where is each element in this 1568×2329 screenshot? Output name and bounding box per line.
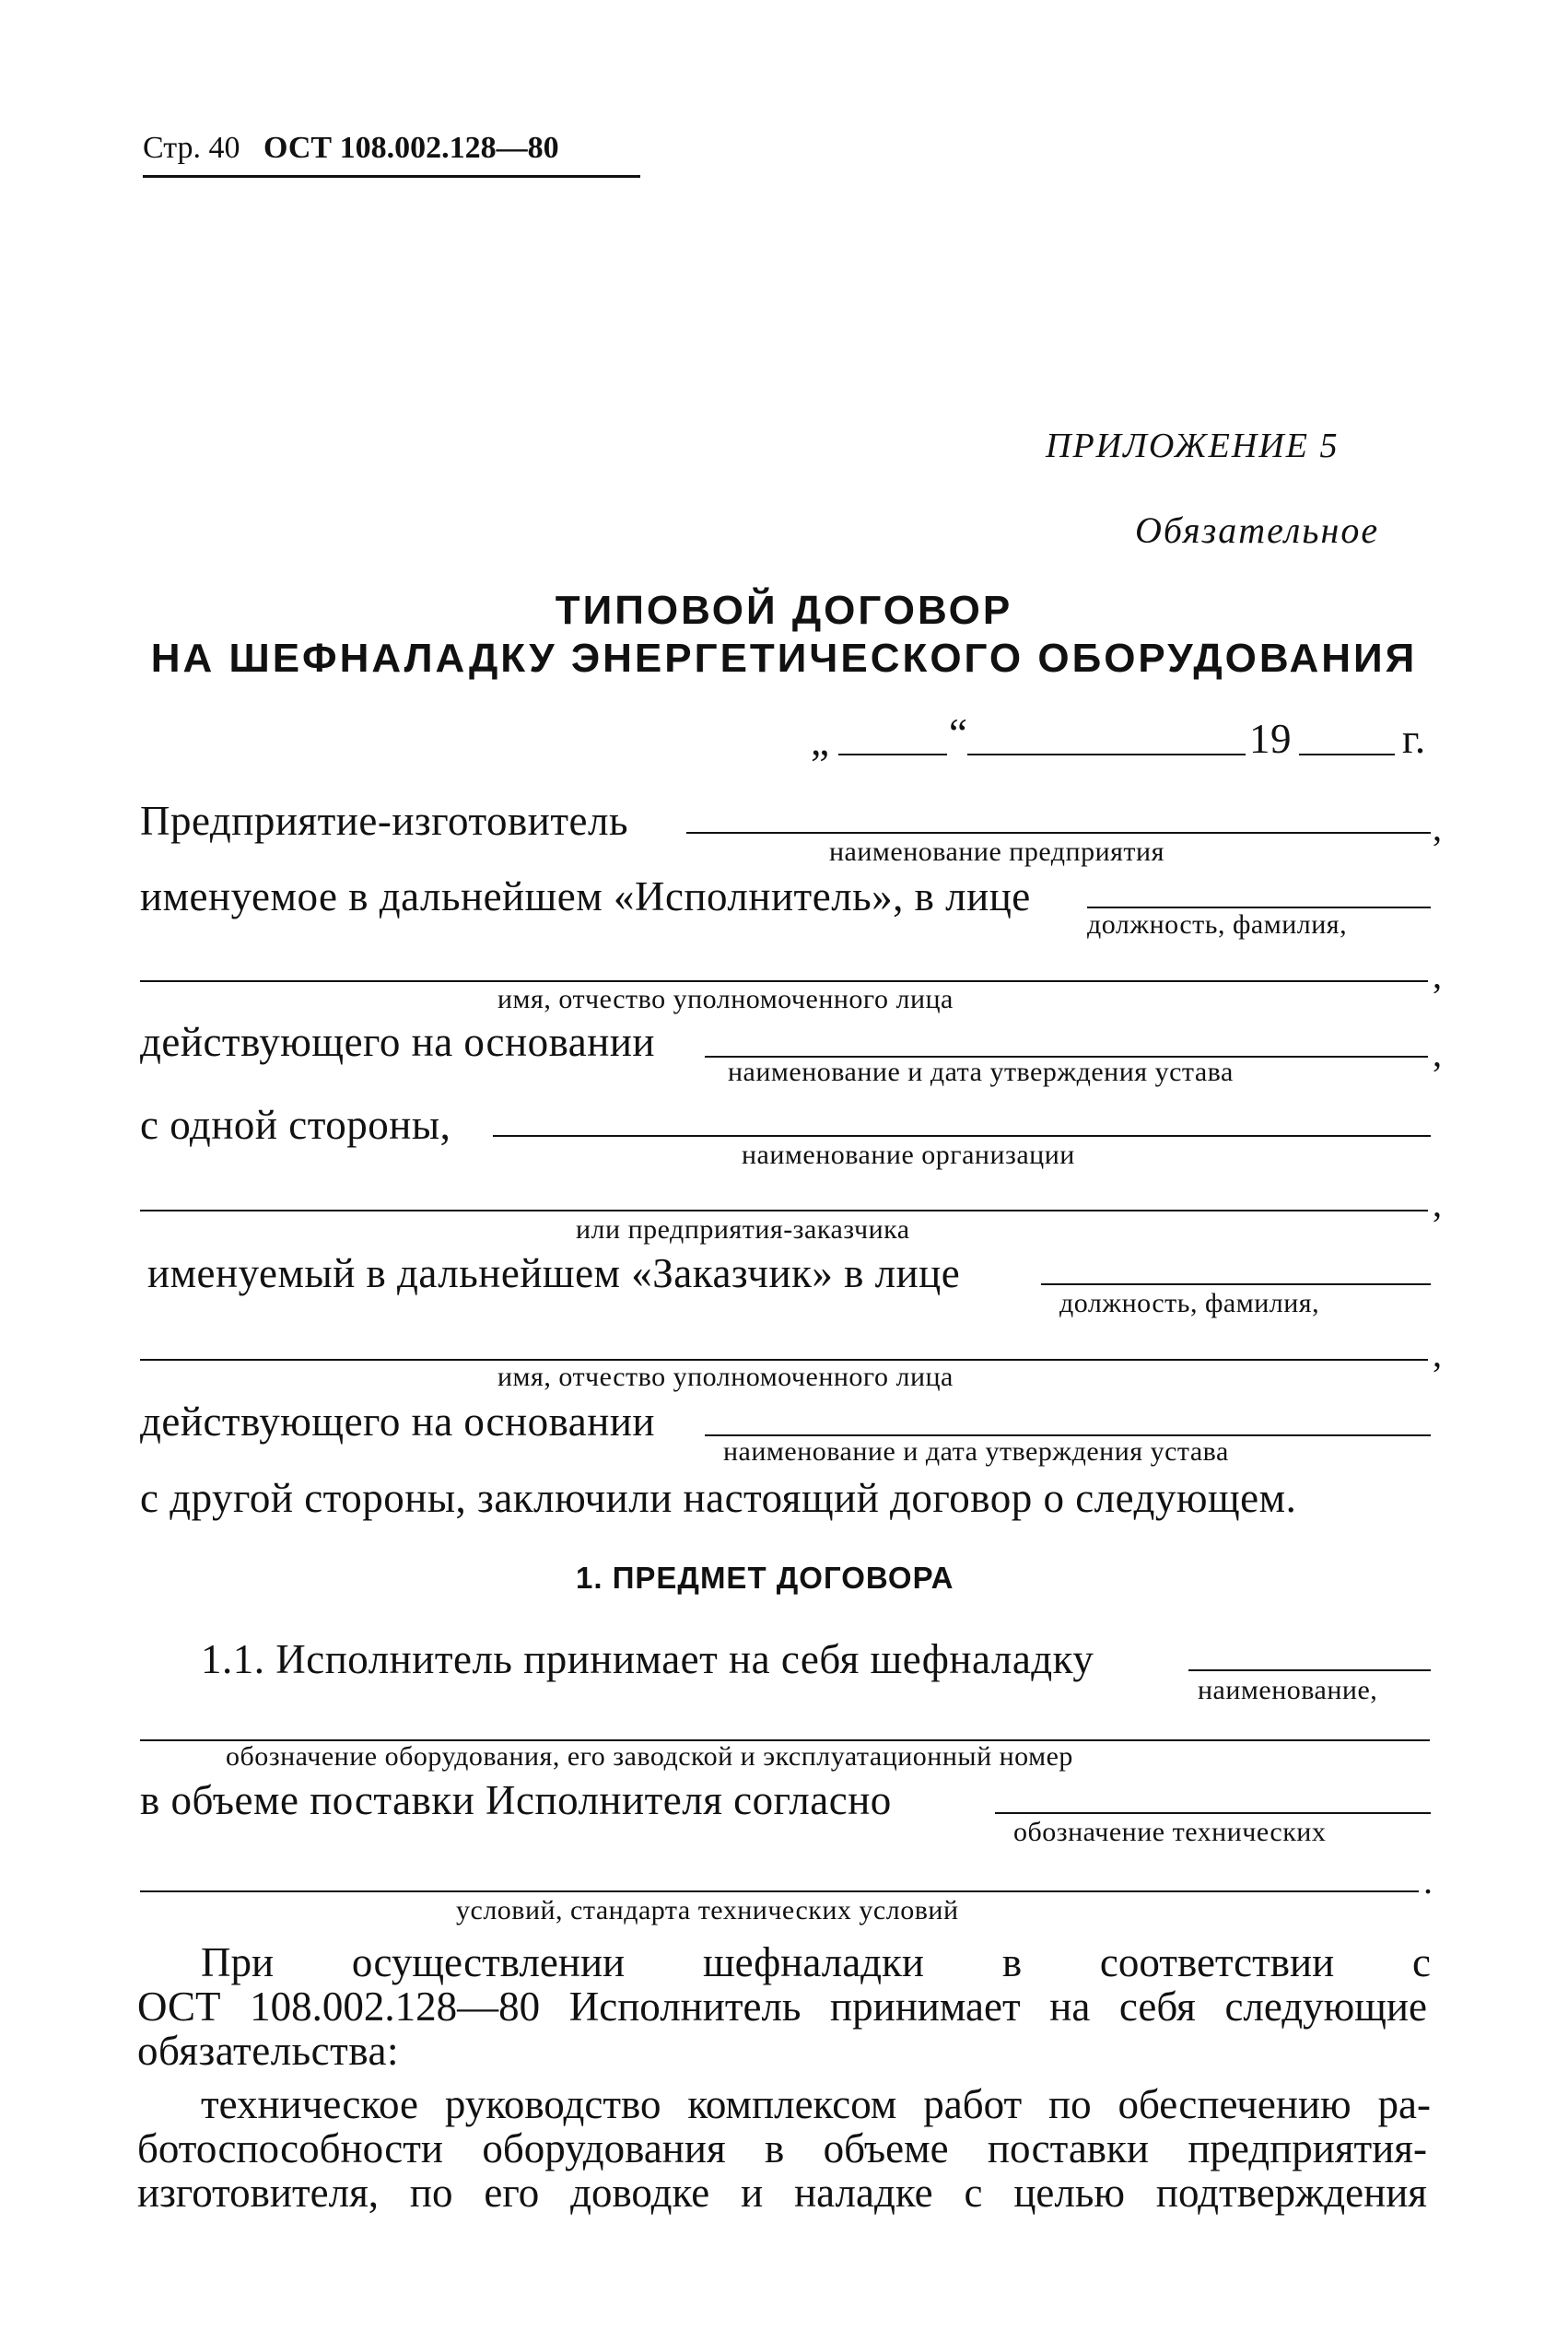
form-basis-label: действующего на основании — [140, 1019, 655, 1065]
appendix-status: Обязательное — [1135, 509, 1380, 551]
paragraph-line: При осуществлении шефналадки в соответствии с — [201, 1939, 1431, 1985]
date-month-blank — [967, 754, 1246, 755]
manufacturer-name-blank — [686, 832, 1431, 834]
caption-equipment-name: наименование, — [1198, 1675, 1378, 1705]
date-year-blank — [1299, 754, 1395, 755]
date-close-quote: “ — [949, 710, 968, 756]
page-number: Стр. 40 — [143, 131, 240, 165]
page-header — [143, 131, 559, 166]
date-open-quote: „ — [811, 718, 830, 764]
caption-authorized-person: имя, отчество уполномоченного лица — [497, 984, 954, 1014]
section-heading: 1. ПРЕДМЕТ ДОГОВОРА — [576, 1561, 954, 1595]
executor-fullname-blank — [140, 980, 1428, 982]
customer-blank — [140, 1210, 1428, 1211]
header-rule — [143, 175, 640, 178]
supply-scope-label: в объеме поставки Исполнителя согласно — [140, 1777, 892, 1823]
form-closing-line: с другой стороны, заключили настоящий договор о следующем. — [140, 1475, 1297, 1521]
caption-customer-enterprise: или предприятия-заказчика — [576, 1214, 910, 1245]
form-one-side-label: с одной стороны, — [140, 1102, 451, 1148]
executor-position-blank — [1087, 907, 1431, 908]
form-customer-basis-label: действующего на основании — [140, 1399, 655, 1445]
caption-enterprise-name: наименование предприятия — [829, 837, 1164, 867]
date-year-suffix: г. — [1402, 716, 1426, 762]
caption-position-name: должность, фамилия, — [1087, 909, 1348, 940]
date-day-blank — [838, 754, 947, 755]
caption-tech-designation: обозначение технических — [1013, 1817, 1327, 1847]
organization-blank — [493, 1135, 1431, 1137]
form-customer-label: именуемый в дальнейшем «Заказчик» в лице — [147, 1250, 961, 1296]
form-manufacturer-label: Предприятие-изготовитель — [140, 798, 628, 844]
appendix-label: ПРИЛОЖЕНИЕ 5 — [1046, 427, 1340, 465]
doc-title-line1: ТИПОВОЙ ДОГОВОР — [555, 588, 1013, 633]
customer-fullname-blank — [140, 1359, 1428, 1361]
paragraph-line: ОСТ 108.002.128—80 Исполнитель принимает на себя следующие — [137, 1984, 1427, 2030]
doc-title-line2: НА ШЕФНАЛАДКУ ЭНЕРГЕТИЧЕСКОГО ОБОРУДОВАНИЯ — [150, 636, 1418, 681]
tech-spec-blank — [995, 1812, 1431, 1814]
caption-equipment-designation: обозначение оборудования, его заводской и эксплуатационный номер — [226, 1741, 1073, 1772]
paragraph-line: изготовителя, по его доводке и наладке с целью подтверждения — [137, 2170, 1427, 2216]
caption-tech-standard: условий, стандарта технических условий — [456, 1895, 959, 1925]
equipment-name-blank — [1188, 1669, 1431, 1671]
caption-charter: наименование и дата утверждения устава — [728, 1057, 1234, 1087]
standard-code: ОСТ 108.002.128—80 — [263, 131, 559, 165]
paragraph-line: ботоспособности оборудования в объеме поставки предприятия- — [137, 2125, 1427, 2171]
caption-customer-position: должность, фамилия, — [1059, 1288, 1320, 1318]
paragraph-line: обязательства: — [137, 2028, 399, 2074]
date-year-prefix: 19 — [1249, 716, 1292, 762]
clause-1-1: 1.1. Исполнитель принимает на себя шефналадку — [201, 1636, 1094, 1682]
caption-customer-authorized: имя, отчество уполномоченного лица — [497, 1362, 954, 1392]
caption-organization: наименование организации — [742, 1140, 1075, 1170]
paragraph-line: техническое руководство комплексом работ по обеспечению ра- — [201, 2081, 1431, 2127]
caption-customer-charter: наименование и дата утверждения устава — [723, 1436, 1229, 1467]
tech-standard-blank — [140, 1890, 1419, 1892]
customer-position-blank — [1041, 1283, 1431, 1285]
form-executor-label: именуемое в дальнейшем «Исполнитель», в лице — [140, 873, 1031, 919]
